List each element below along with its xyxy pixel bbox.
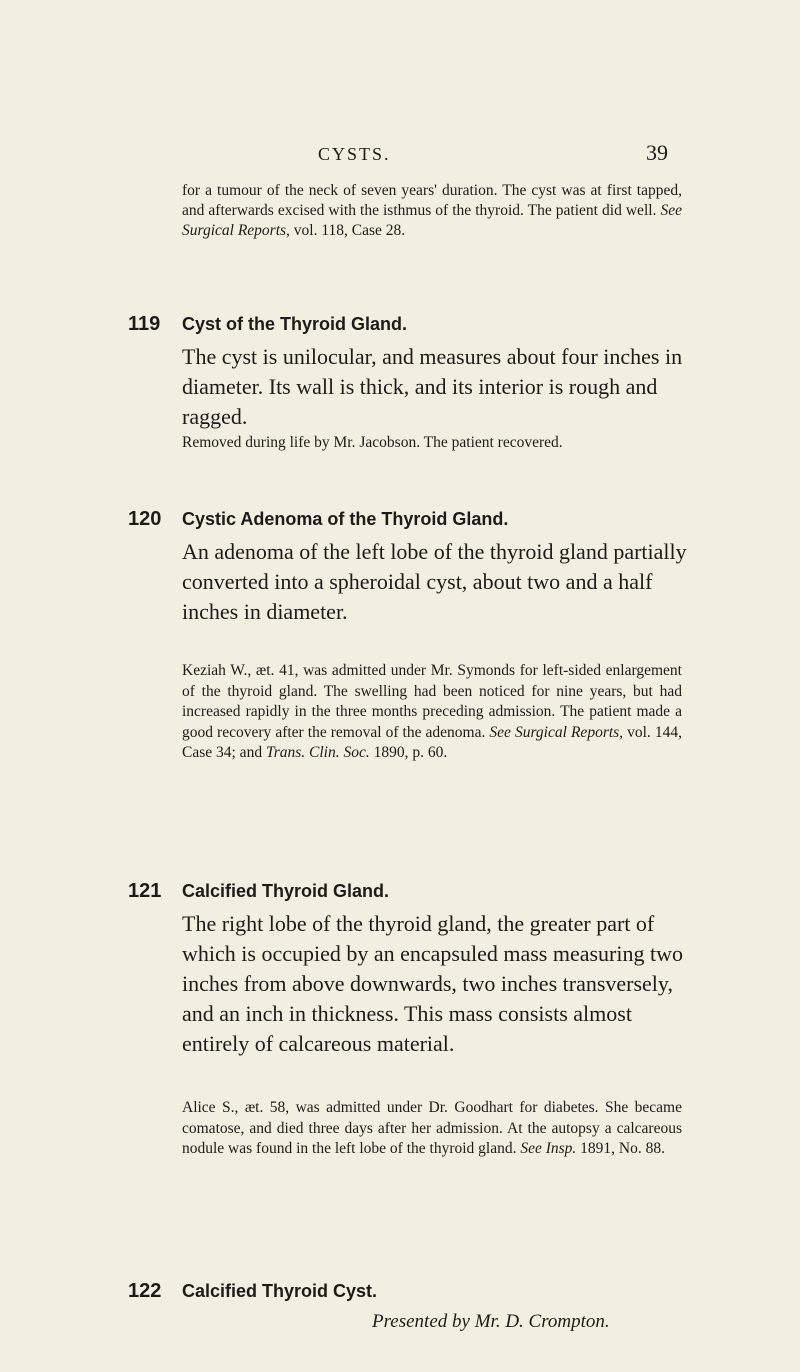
carry-over-text: for a tumour of the neck of seven years' duration. The cyst was at first tapped, and afterwards excised with the isthmus of the thyroid. The patient did well. bbox=[182, 182, 682, 219]
entry-note-120 bbox=[182, 661, 682, 764]
entry-title-121: Calcified Thyroid Gland. bbox=[182, 881, 390, 901]
entry-note-121-end: 1891, No. 88. bbox=[576, 1140, 665, 1157]
entry-title-122: Calcified Thyroid Cyst. bbox=[182, 1281, 378, 1301]
entry-number-121: 121 bbox=[128, 880, 162, 902]
entry-description-119: The cyst is unilocular, and measures about four inches in diameter. Its wall is thick, and its interior is rough and ragged. bbox=[182, 344, 683, 429]
carry-over-paragraph bbox=[182, 181, 682, 241]
entry-number-122: 122 bbox=[128, 1280, 162, 1302]
entry-title-120: Cystic Adenoma of the Thyroid Gland. bbox=[182, 509, 509, 529]
entry-note-120-reference: See Surgical Reports, bbox=[489, 723, 624, 741]
entry-description-121: The right lobe of the thyroid gland, the greater part of which is occupied by an encapsuled mass measuring two inches from above downwards, two inches transversely, and an inch in thickness. This mass consists almost entirely of calcareous material. bbox=[182, 911, 683, 1056]
entry-title-119: Cyst of the Thyroid Gland. bbox=[182, 314, 408, 334]
entry-note-120-text: Keziah W., æt. 41, was admitted under Mr. Symonds for left-sided enlargement of the thyroid gland. The swelling had been noticed for nine years, but had increased rapidly in the three months preceding admission. The patient made a good recovery after the removal of the adenoma. bbox=[182, 662, 682, 741]
entry-number-119: 119 bbox=[128, 313, 161, 335]
entry-note-119: Removed during life by Mr. Jacobson. The patient recovered. bbox=[182, 434, 563, 451]
entry-note-120-reference-2: Trans. Clin. Soc. bbox=[265, 744, 370, 761]
entry-note-120-mid: vol. 144, Case 34; and bbox=[182, 723, 682, 761]
page-number: 39 bbox=[646, 140, 668, 165]
carry-over-reference: See Surgical Reports, bbox=[182, 202, 682, 239]
entry-description-120: An adenoma of the left lobe of the thyroid gland partially converted into a spheroidal cyst, about two and a half inches in diameter. bbox=[182, 539, 687, 624]
entry-note-121-text: Alice S., æt. 58, was admitted under Dr. Goodhart for diabetes. She became comatose, and died three days after her admission. At the autopsy a calcareous nodule was found in the left lobe of the thyroid gland. bbox=[182, 1099, 682, 1157]
entry-presented-122: Presented by Mr. D. Crompton. bbox=[372, 1311, 610, 1332]
carry-over-text-end: vol. 118, Case 28. bbox=[289, 222, 406, 239]
entry-note-120-end: 1890, p. 60. bbox=[369, 744, 448, 761]
entry-note-121-reference: See Insp. bbox=[520, 1140, 577, 1157]
entry-note-121 bbox=[182, 1098, 682, 1160]
entry-number-120: 120 bbox=[128, 508, 162, 530]
running-title: CYSTS. bbox=[318, 144, 391, 164]
running-head bbox=[0, 140, 800, 174]
